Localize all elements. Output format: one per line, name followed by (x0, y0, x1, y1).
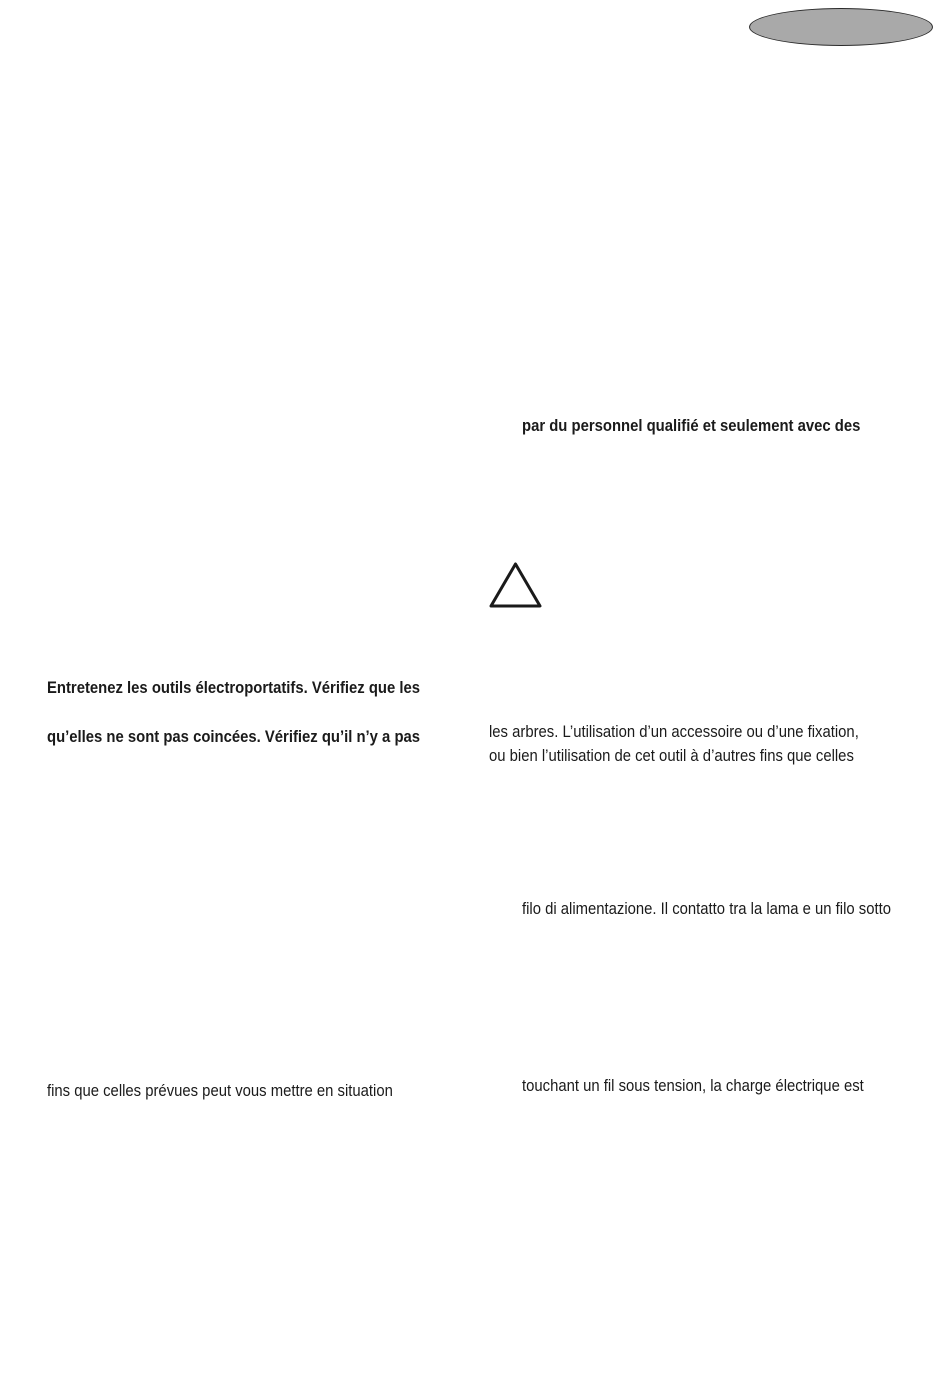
warning-triangle-icon (487, 560, 544, 610)
language-tab-oval (749, 8, 933, 46)
text-line: filo di alimentazione. Il contatto tra la lama e un filo sotto (522, 900, 891, 918)
text-line: les arbres. L’utilisation d’un accessoire ou d’une fixation, (489, 723, 859, 741)
text-line: par du personnel qualifié et seulement avec des (522, 417, 861, 435)
text-line: touchant un fil sous tension, la charge électrique est (522, 1077, 864, 1095)
text-line: qu’elles ne sont pas coincées. Vérifiez qu’il n’y a pas (47, 728, 421, 746)
text-line: ou bien l’utilisation de cet outil à d’autres fins que celles (489, 747, 854, 765)
text-line: Entretenez les outils électroportatifs. Vérifiez que les (47, 679, 421, 697)
text-line: fins que celles prévues peut vous mettre en situation (47, 1082, 393, 1100)
